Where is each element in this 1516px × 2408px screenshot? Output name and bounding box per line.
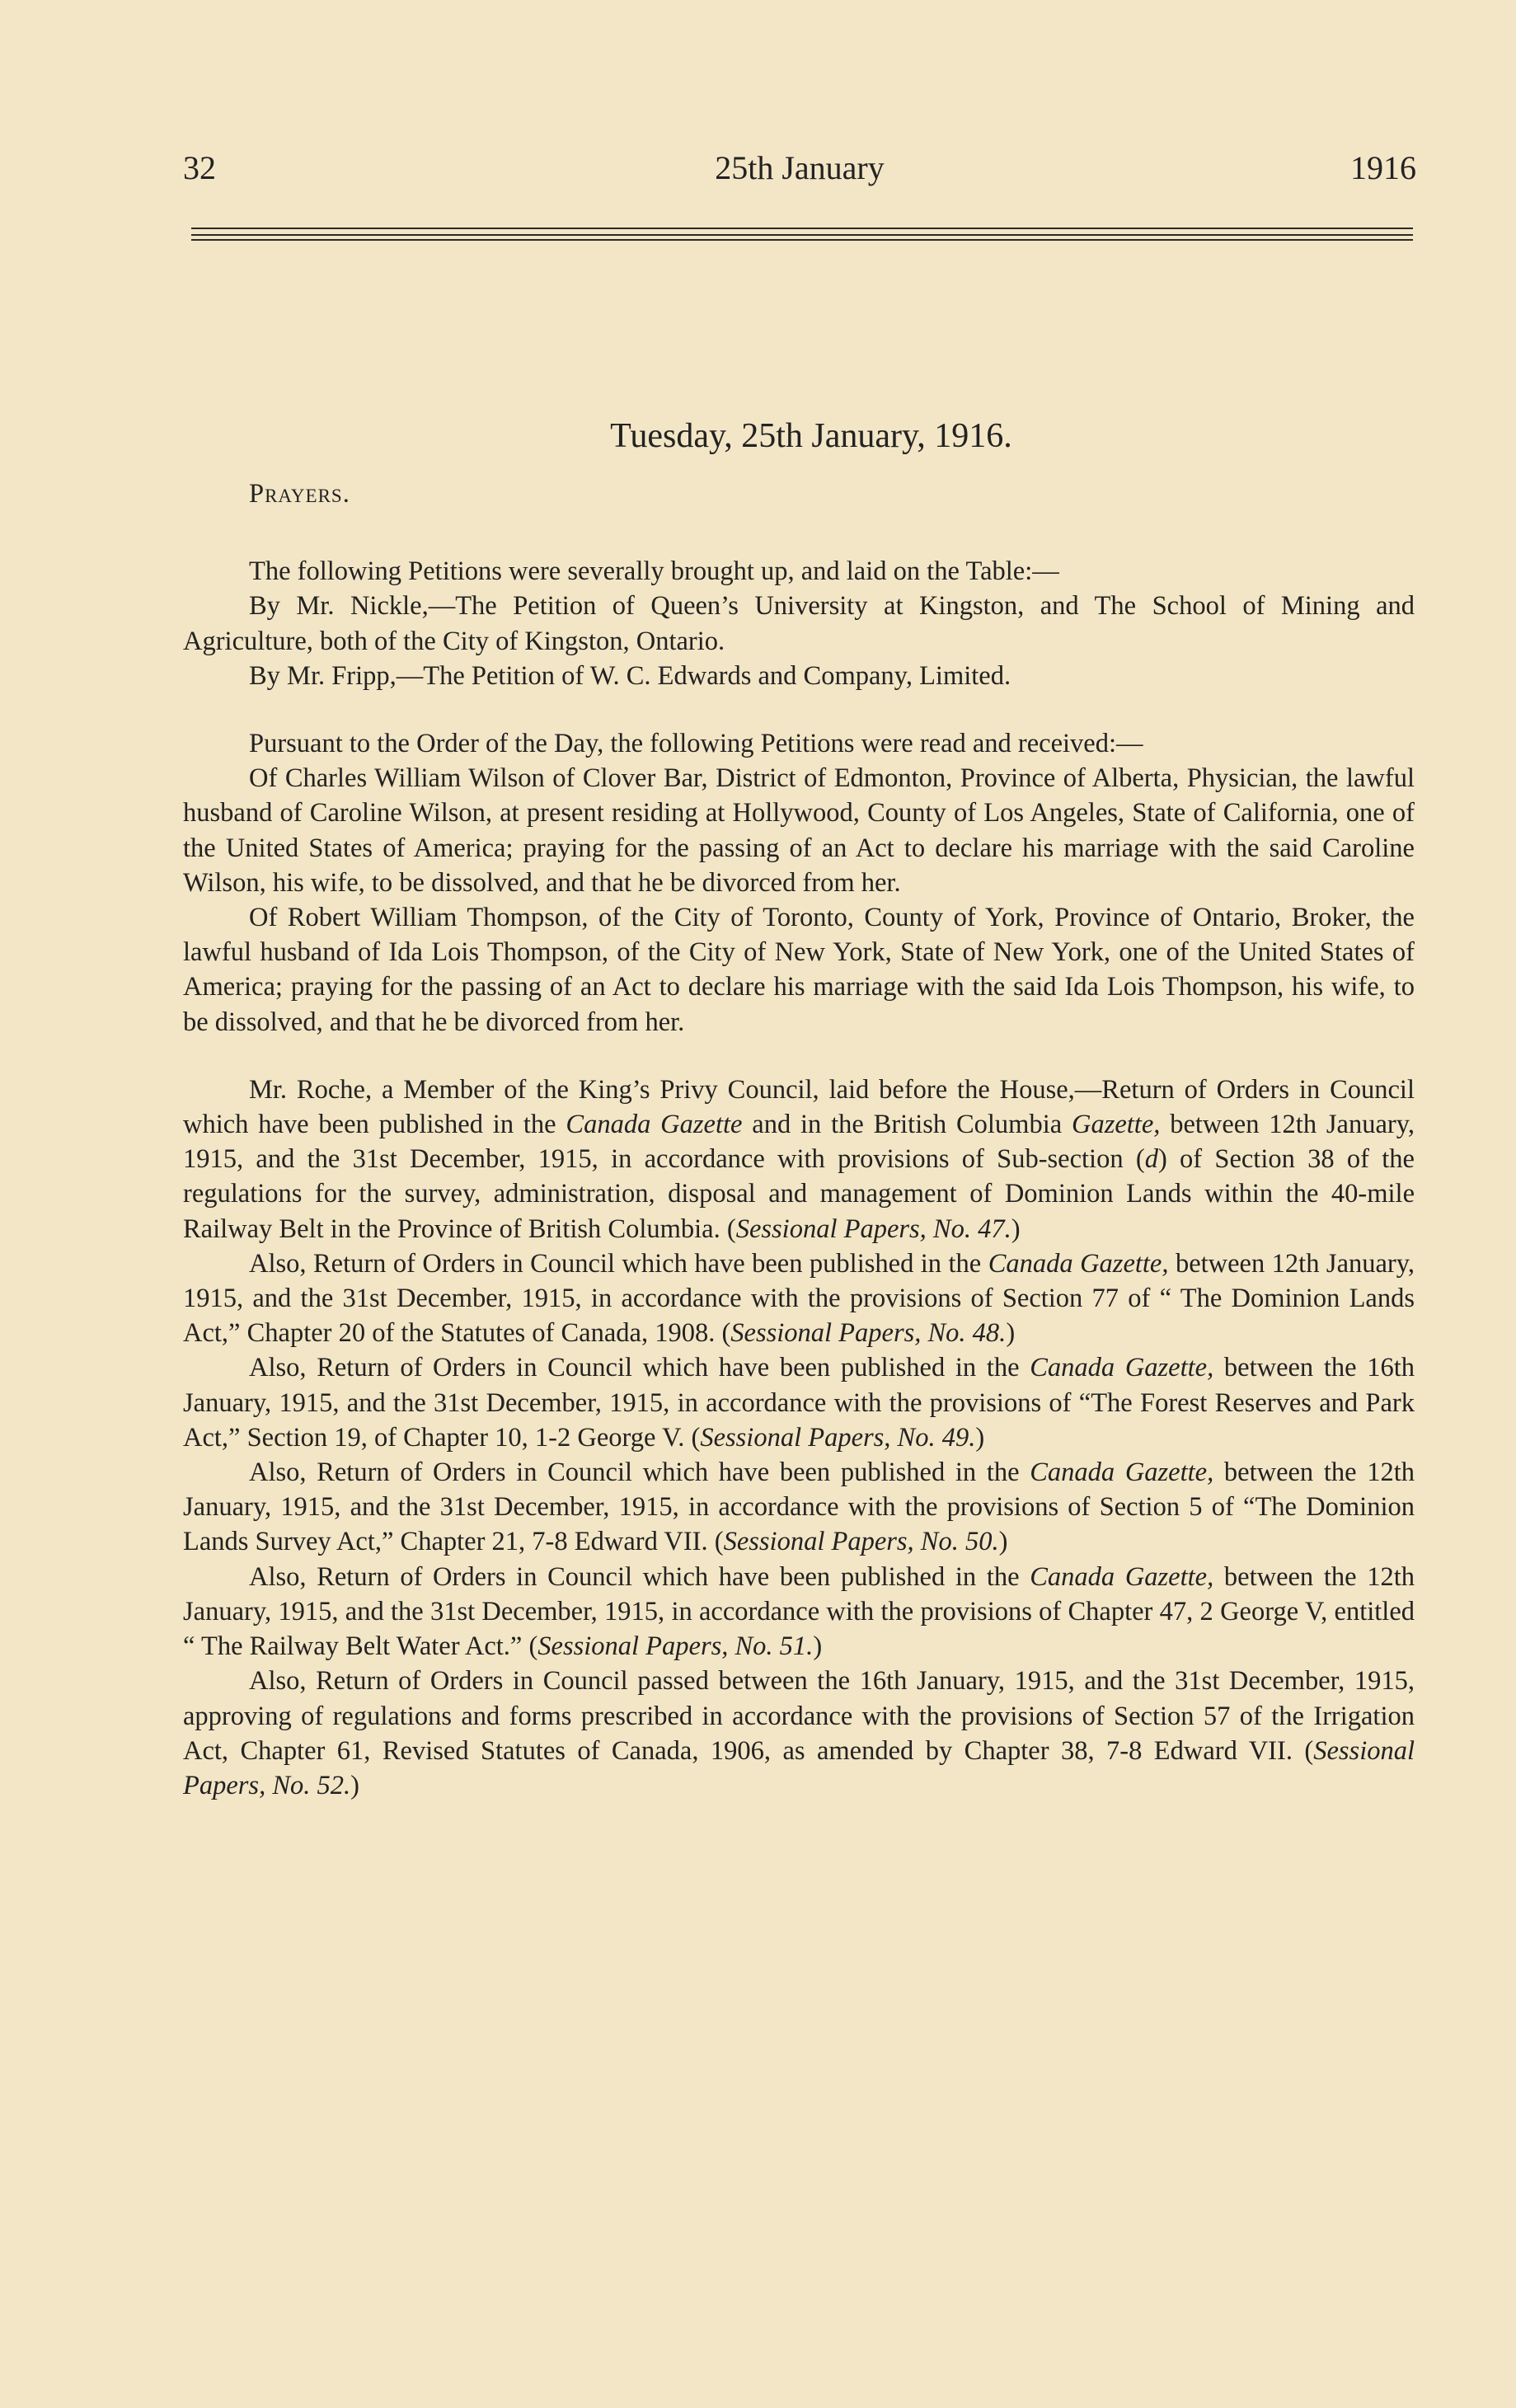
petition-nickle: By Mr. Nickle,—The Petition of Queen’s University at Kingston, and The School of Mining and Agriculture, both of the City of Kingston, Ontario. bbox=[183, 591, 1415, 656]
petitions-intro: The following Petitions were severally brought up, and laid on the Table:— bbox=[249, 556, 1059, 587]
header-rule bbox=[191, 239, 1413, 241]
header-rule bbox=[191, 228, 1413, 229]
page-number: 32 bbox=[183, 149, 216, 186]
order-of-day-intro: Pursuant to the Order of the Day, the following Petitions were read and received:— bbox=[249, 729, 1143, 759]
sitting-date-heading: Tuesday, 25th January, 1916. bbox=[610, 417, 1012, 455]
petition-wilson: Of Charles William Wilson of Clover Bar, District of Edmonton, Province of Alberta, Physician, the lawful husband of Caroline Wilson, at present residing at Hollywood, County of Los Angeles, State of California, one of the United States of America; praying for the passing of an Act to declare his marriage with the said Caroline Wilson, his wife, to be dissolved, and that he be divorced from her. bbox=[183, 763, 1415, 898]
return-sessional-paper-47: Mr. Roche, a Member of the King’s Privy Council, laid before the House,—Return of Orders in Council which have been published in the Canada Gazette and in the British Columbia Gazette, between 12th January, 1915, and the 31st December, 1915, in accordance with provisions of Sub-section (d) of Section 38 of the regulations for the survey, administration, disposal and management of Dominion Lands within the 40-mile Railway Belt in the Province of British Columbia. (Sessional Papers, No. 47.) bbox=[183, 1074, 1415, 1244]
journal-body bbox=[183, 412, 1415, 1803]
paragraph-gap bbox=[183, 693, 1415, 726]
return-sessional-paper-51: Also, Return of Orders in Council which have been published in the Canada Gazette, between the 12th January, 1915, and the 31st December, 1915, in accordance with the provisions of Chapter 47, 2 George V, entitled “ The Railway Belt Water Act.” (Sessional Papers, No. 51.) bbox=[183, 1561, 1415, 1662]
return-sessional-paper-49: Also, Return of Orders in Council which have been published in the Canada Gazette, between the 16th January, 1915, and the 31st December, 1915, in accordance with the provisions of “The Forest Reserves and Park Act,” Section 19, of Chapter 10, 1-2 George V. (Sessional Papers, No. 49.) bbox=[183, 1353, 1415, 1453]
return-sessional-paper-48: Also, Return of Orders in Council which have been published in the Canada Gazette, between 12th January, 1915, and the 31st December, 1915, in accordance with the provisions of Section 77 of “ The Dominion Lands Act,” Chapter 20 of the Statutes of Canada, 1908. (Sessional Papers, No. 48.) bbox=[183, 1248, 1415, 1349]
return-sessional-paper-50: Also, Return of Orders in Council which have been published in the Canada Gazette, between the 12th January, 1915, and the 31st December, 1915, in accordance with the provisions of Section 5 of “The Dominion Lands Survey Act,” Chapter 21, 7-8 Edward VII. (Sessional Papers, No. 50.) bbox=[183, 1457, 1415, 1557]
petition-fripp: By Mr. Fripp,—The Petition of W. C. Edwards and Company, Limited. bbox=[249, 660, 1011, 691]
running-head-date: 25th January bbox=[715, 149, 885, 186]
return-sessional-paper-52: Also, Return of Orders in Council passed between the 16th January, 1915, and the 31st December, 1915, approving of regulations and forms prescribed in accordance with the provisions of Section 57 of the Irrigation Act, Chapter 61, Revised Statutes of Canada, 1906, as amended by Chapter 38, 7-8 Edward VII. (Sessional Papers, No. 52.) bbox=[183, 1666, 1415, 1800]
paragraph-gap bbox=[183, 1040, 1415, 1073]
running-head-year: 1916 bbox=[1350, 149, 1416, 186]
petition-thompson: Of Robert William Thompson, of the City of Toronto, County of York, Province of Ontario, Broker, the lawful husband of Ida Lois Thompson, of the City of New York, State of New York, one of the United States of America; praying for the passing of an Act to declare his marriage with the said Ida Lois Thompson, his wife, to be dissolved, and that he be divorced from her. bbox=[183, 903, 1415, 1037]
prayers-heading: Prayers. bbox=[249, 479, 350, 509]
header-rule bbox=[191, 234, 1413, 236]
running-head bbox=[183, 148, 1416, 198]
